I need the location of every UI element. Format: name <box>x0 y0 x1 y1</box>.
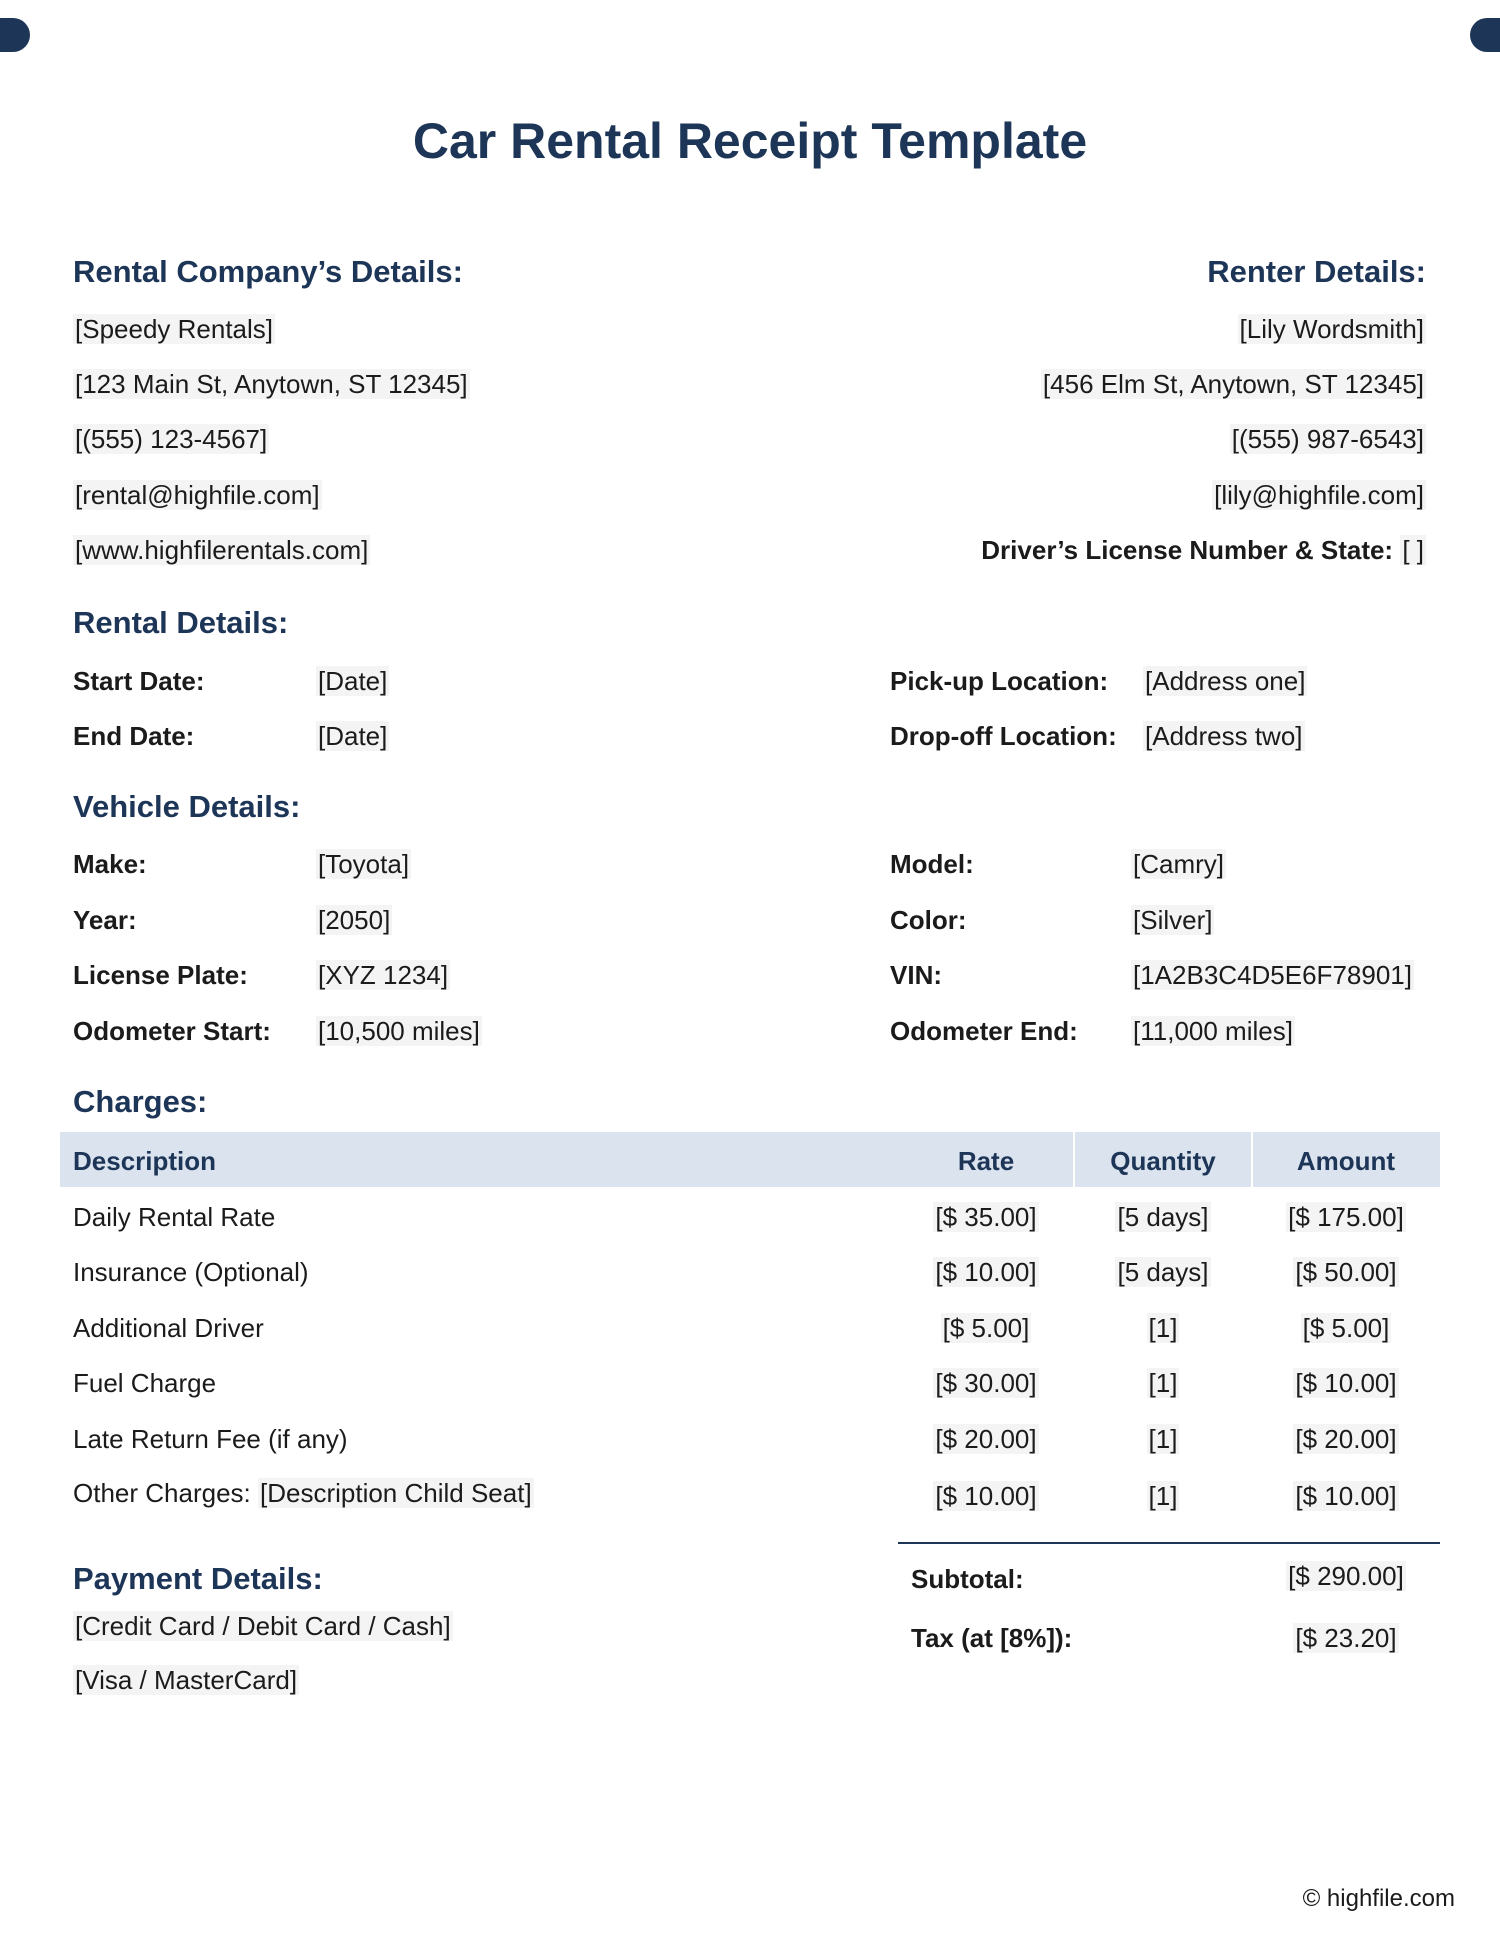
row-amount[interactable]: [$ 50.00] <box>1295 1257 1397 1287</box>
pickup-value[interactable]: [Address one] <box>1145 666 1306 696</box>
row-rate[interactable]: [$ 35.00] <box>935 1202 1037 1232</box>
page-title: Car Rental Receipt Template <box>412 113 1088 169</box>
company-phone[interactable]: [(555) 123-4567] <box>75 424 268 454</box>
renter-phone[interactable]: [(555) 987-6543] <box>1231 424 1424 454</box>
tax-label: Tax (at [8%]): <box>911 1623 1073 1653</box>
odometer-end-value[interactable]: [11,000 miles] <box>1133 1016 1293 1046</box>
vin-label: VIN: <box>890 960 942 990</box>
row-description: Late Return Fee (if any) <box>73 1424 348 1454</box>
year-label: Year: <box>73 905 137 935</box>
payment-card[interactable]: [Visa / MasterCard] <box>75 1665 298 1695</box>
dropoff-label: Drop-off Location: <box>890 721 1117 751</box>
vin-value[interactable]: [1A2B3C4D5E6F78901] <box>1133 960 1412 990</box>
subtotal-label: Subtotal: <box>911 1564 1024 1594</box>
year-value[interactable]: [2050] <box>318 905 391 935</box>
license-value[interactable]: [ ] <box>1402 535 1424 565</box>
end-date-label: End Date: <box>73 721 195 751</box>
footer-copyright: © highfile.com <box>1302 1885 1455 1912</box>
row-description: Insurance (Optional) <box>73 1257 309 1287</box>
row-rate[interactable]: [$ 10.00] <box>935 1481 1037 1511</box>
company-name[interactable]: [Speedy Rentals] <box>75 314 274 344</box>
dropoff-value[interactable]: [Address two] <box>1145 721 1303 751</box>
company-heading: Rental Company’s Details: <box>73 254 463 289</box>
model-label: Model: <box>890 849 974 879</box>
row-quantity[interactable]: [1] <box>1148 1481 1178 1511</box>
renter-email[interactable]: [lily@highfile.com] <box>1214 480 1424 510</box>
row-description-prefix: Other Charges: <box>73 1478 258 1508</box>
end-date-value[interactable]: [Date] <box>318 721 388 751</box>
vehicle-heading: Vehicle Details: <box>73 789 301 824</box>
renter-address[interactable]: [456 Elm St, Anytown, ST 12345] <box>1042 369 1424 399</box>
row-quantity[interactable]: [1] <box>1148 1424 1178 1454</box>
charges-heading: Charges: <box>73 1084 208 1119</box>
row-quantity[interactable]: [5 days] <box>1117 1257 1209 1287</box>
color-label: Color: <box>890 905 967 935</box>
tax-value[interactable]: [$ 23.20] <box>1295 1623 1397 1653</box>
totals-divider <box>898 1542 1440 1544</box>
row-amount[interactable]: [$ 20.00] <box>1295 1424 1397 1454</box>
pickup-label: Pick-up Location: <box>890 666 1109 696</box>
subtotal-value[interactable]: [$ 290.00] <box>1288 1561 1404 1591</box>
rental-heading: Rental Details: <box>73 605 289 640</box>
make-value[interactable]: [Toyota] <box>318 849 410 879</box>
company-email[interactable]: [rental@highfile.com] <box>75 480 320 510</box>
company-website[interactable]: [www.highfilerentals.com] <box>75 535 369 565</box>
row-description: Additional Driver <box>73 1313 264 1343</box>
color-value[interactable]: [Silver] <box>1133 905 1213 935</box>
decorative-tab-right <box>1470 18 1500 52</box>
payment-method[interactable]: [Credit Card / Debit Card / Cash] <box>75 1611 451 1641</box>
plate-value[interactable]: [XYZ 1234] <box>318 960 449 990</box>
license-label: Driver’s License Number & State: <box>981 535 1394 565</box>
odometer-end-label: Odometer End: <box>890 1016 1078 1046</box>
decorative-tab-left <box>0 18 30 52</box>
model-value[interactable]: [Camry] <box>1133 849 1224 879</box>
row-rate[interactable]: [$ 5.00] <box>942 1313 1030 1343</box>
start-date-value[interactable]: [Date] <box>318 666 388 696</box>
row-rate[interactable]: [$ 20.00] <box>935 1424 1037 1454</box>
col-quantity: Quantity <box>1110 1146 1216 1176</box>
row-quantity[interactable]: [1] <box>1148 1368 1178 1398</box>
row-amount[interactable]: [$ 5.00] <box>1302 1313 1390 1343</box>
start-date-label: Start Date: <box>73 666 205 696</box>
row-description: Fuel Charge <box>73 1368 217 1398</box>
row-description: Daily Rental Rate <box>73 1202 276 1232</box>
col-description: Description <box>73 1146 217 1176</box>
row-amount[interactable]: [$ 10.00] <box>1295 1481 1397 1511</box>
odometer-start-value[interactable]: [10,500 miles] <box>318 1016 480 1046</box>
make-label: Make: <box>73 849 147 879</box>
row-quantity[interactable]: [1] <box>1148 1313 1178 1343</box>
renter-name[interactable]: [Lily Wordsmith] <box>1239 314 1424 344</box>
company-address[interactable]: [123 Main St, Anytown, ST 12345] <box>75 369 468 399</box>
row-amount[interactable]: [$ 175.00] <box>1288 1202 1404 1232</box>
row-rate[interactable]: [$ 10.00] <box>935 1257 1037 1287</box>
row-quantity[interactable]: [5 days] <box>1117 1202 1209 1232</box>
row-description[interactable]: [Description Child Seat] <box>259 1478 532 1508</box>
row-rate[interactable]: [$ 30.00] <box>935 1368 1037 1398</box>
col-amount: Amount <box>1296 1146 1396 1176</box>
row-amount[interactable]: [$ 10.00] <box>1295 1368 1397 1398</box>
col-rate: Rate <box>957 1146 1015 1176</box>
renter-heading: Renter Details: <box>1207 254 1426 289</box>
plate-label: License Plate: <box>73 960 248 990</box>
odometer-start-label: Odometer Start: <box>73 1016 271 1046</box>
payment-heading: Payment Details: <box>73 1561 323 1596</box>
